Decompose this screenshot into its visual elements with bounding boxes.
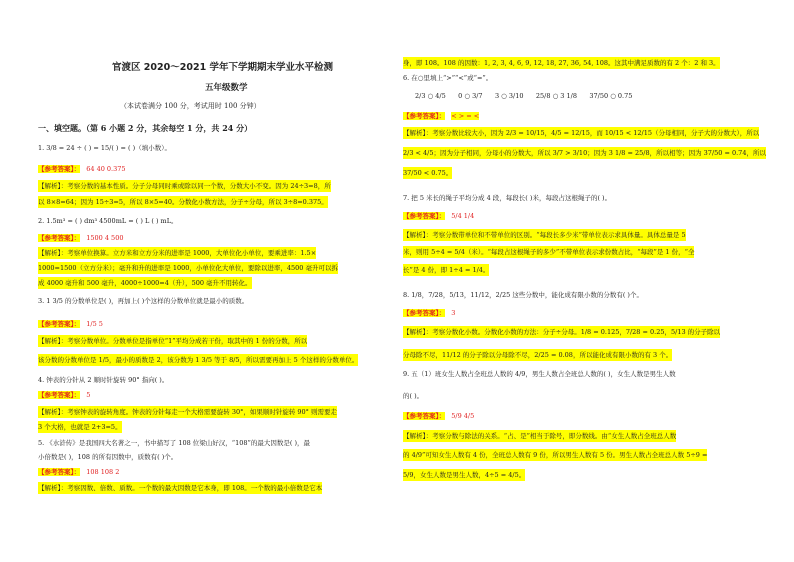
explain-2-line-3: 成 4000 毫升和 500 毫升，4000÷1000=4（升），500 毫升不用转化。 (38, 279, 252, 287)
explain-9-line-3: 5/9，女生人数是男生人数，4÷5 = 4/5。 (403, 471, 526, 479)
compare-item: 0 ○ 3/7 (458, 92, 483, 100)
explain-5-line-1: 【解析】：考察因数、倍数、质数。一个数的最大因数是它本身，即 108。一个数的最小倍数是它本 (38, 484, 323, 492)
answer-label: 【参考答案】： (38, 391, 81, 399)
explain-1-line-2: 以 8×8=64；因为 15÷3=5，所以 8×5=40。分数化小数方法，分子÷分母，所以 3÷8=0.375。 (38, 198, 328, 206)
compare-item: 2/3 ○ 4/5 (415, 92, 446, 100)
question-5-line-2: 小倍数是( )，108 的所有因数中，质数有( )个。 (38, 453, 178, 461)
explain-3-line-1: 【解析】：考察分数单位。分数单位是指单位“1”平均分成若干份，取其中的 1 份的分数，所以 (38, 337, 308, 345)
question-4: 4. 钟表的分针从 2 顺时针旋转 90° 指向( )。 (38, 376, 169, 384)
answer-values: 64 40 0.375 (86, 165, 126, 173)
exam-note: （本试卷满分 100 分，考试用时 100 分钟） (120, 102, 261, 110)
explain-6-line-3: 37/50 < 0.75。 (403, 169, 453, 177)
question-3: 3. 1 3/5 的分数单位是( )，再加上( )个这样的分数单位就是最小的质数。 (38, 297, 249, 305)
explain-6-line-2: 2/3 < 4/5；因为分子相同，分母小的分数大，所以 3/7 > 3/10；因为 3 1/8 = 25/8，所以相等；因为 37/50 = 0.74，所以 (403, 149, 766, 157)
answer-3 (38, 318, 103, 330)
answer-7 (403, 210, 474, 222)
compare-item: 37/50 ○ 0.75 (589, 92, 633, 100)
explain-8-line-2: 分母除不尽，11/12 的分子除以分母除不尽，2/25 = 0.08，所以能化成有限小数的有 3 个。 (403, 351, 673, 359)
answer-6 (403, 110, 479, 122)
explain-4-line-1: 【解析】：考察钟表的旋转角度。钟表的分针每走一个大格需要旋转 30°，如果顺时针旋转 90° 则需要走 (38, 408, 337, 416)
answer-label: 【参考答案】： (38, 165, 81, 173)
explain-2-line-2: 1000=1500（立方分米）；毫升和升的进率是 1000，小单位化大单位，要除以进率，4500 毫升可以拆 (38, 264, 338, 272)
explain-9-line-1: 【解析】：考察分数与除法的关系。“占、是”相当于除号，即分数线。由“女生人数占全班总人数 (403, 432, 677, 440)
question-9-line-1: 9. 五（1）班女生人数占全班总人数的 4/9，男生人数占全班总人数的( )，女生人数是男生人数 (403, 370, 676, 378)
explain-5-line-2: 身，即 108。108 的因数：1, 2, 3, 4, 6, 9, 12, 18, 27, 36, 54, 108。这其中满足质数的有 2 个：2 和 3。 (403, 59, 720, 67)
answer-values: 3 (451, 309, 456, 317)
question-8: 8. 1/8，7/28，5/13，11/12，2/25 这些分数中，能化成有限小数的分数有( )个。 (403, 291, 643, 299)
answer-9 (403, 410, 474, 422)
answer-8 (403, 307, 455, 319)
question-9-line-2: 的( )。 (403, 392, 424, 400)
answer-4 (38, 389, 90, 401)
answer-label: 【参考答案】： (38, 468, 81, 476)
answer-label: 【参考答案】： (403, 212, 446, 220)
explain-2-line-1: 【解析】：考察单位换算。立方米和立方分米的进率是 1000，大单位化小单位，要乘进率：1.5× (38, 249, 317, 257)
explain-7-line-3: 长”是 4 份，即 1÷4 = 1/4。 (403, 266, 490, 274)
answer-1 (38, 163, 126, 175)
explain-6-line-1: 【解析】：考察分数比较大小，因为 2/3 = 10/15，4/5 = 12/15，而 10/15 < 12/15（分母相同，分子大的分数大），所以 (403, 129, 760, 137)
answer-label: 【参考答案】： (403, 412, 446, 420)
answer-values: 1/5 5 (86, 320, 103, 328)
exam-subtitle: 五年级数学 (205, 83, 248, 93)
explain-9-line-2: 的 4/9”可知女生人数有 4 份，全班总人数有 9 份，所以男生人数有 5 份。男生人数占全班总人数 5÷9 = (403, 451, 708, 459)
explain-7-line-1: 【解析】：考察分数带单位和不带单位的区别。“每段长多少米”带单位表示求具体量。具体总量是 5 (403, 231, 686, 239)
explain-8-line-1: 【解析】：考察分数化小数。分数化小数的方法：分子÷分母。1/8 = 0.125，7/28 = 0.25，5/13 的分子除以 (403, 328, 721, 336)
question-6-items (415, 90, 632, 102)
answer-values: 1500 4 500 (86, 234, 124, 242)
answer-values: 108 108 2 (86, 468, 120, 476)
compare-item: 25/8 ○ 3 1/8 (535, 92, 577, 100)
explain-7-line-2: 米，则用 5÷4 = 5/4（米）。“每段占这根绳子的多少”不带单位表示求份数占比，“每段”是 1 份，“全 (403, 248, 695, 256)
explain-4-line-2: 3 个大格，也就是 2+3=5。 (38, 423, 122, 431)
answer-values: 5 (86, 391, 91, 399)
question-5-line-1: 5. 《水浒传》是我国四大名著之一，书中描写了 108 位梁山好汉，“108”的最大因数是( )，最 (38, 439, 310, 447)
answer-values: 5/4 1/4 (451, 212, 475, 220)
answer-values: < > = < (451, 112, 480, 120)
compare-item: 3 ○ 3/10 (494, 92, 524, 100)
answer-label: 【参考答案】： (403, 309, 446, 317)
answer-2 (38, 232, 123, 244)
answer-label: 【参考答案】： (403, 112, 446, 120)
question-2: 2. 1.5m³ = ( ) dm³ 4500mL = ( ) L ( ) mL。 (38, 217, 178, 225)
exam-title: 官渡区 2020～2021 学年下学期期末学业水平检测 (112, 62, 333, 73)
question-7: 7. 把 5 米长的绳子平均分成 4 段，每段长( )米，每段占这根绳子的( )。 (403, 194, 612, 202)
explain-3-line-2: 该分数的分数单位是 1/5，最小的质数是 2，该分数为 1 3/5 等于 8/5，所以需要再加上 5 个这样的分数单位。 (38, 356, 359, 364)
answer-5 (38, 466, 119, 478)
question-6: 6. 在○里填上“>”“<”或“=”。 (403, 74, 493, 82)
answer-label: 【参考答案】： (38, 234, 81, 242)
question-1: 1. 3/8 = 24 ÷ ( ) = 15/( ) = ( )（填小数）。 (38, 144, 171, 152)
answer-values: 5/9 4/5 (451, 412, 475, 420)
explain-1-line-1: 【解析】：考察分数的基本性质。分子分母同时乘或除以同一个数，分数大小不变。因为 24÷3=8，所 (38, 182, 331, 190)
section-heading: 一、填空题。（第 6 小题 2 分，其余每空 1 分，共 24 分） (38, 123, 253, 133)
answer-label: 【参考答案】： (38, 320, 81, 328)
